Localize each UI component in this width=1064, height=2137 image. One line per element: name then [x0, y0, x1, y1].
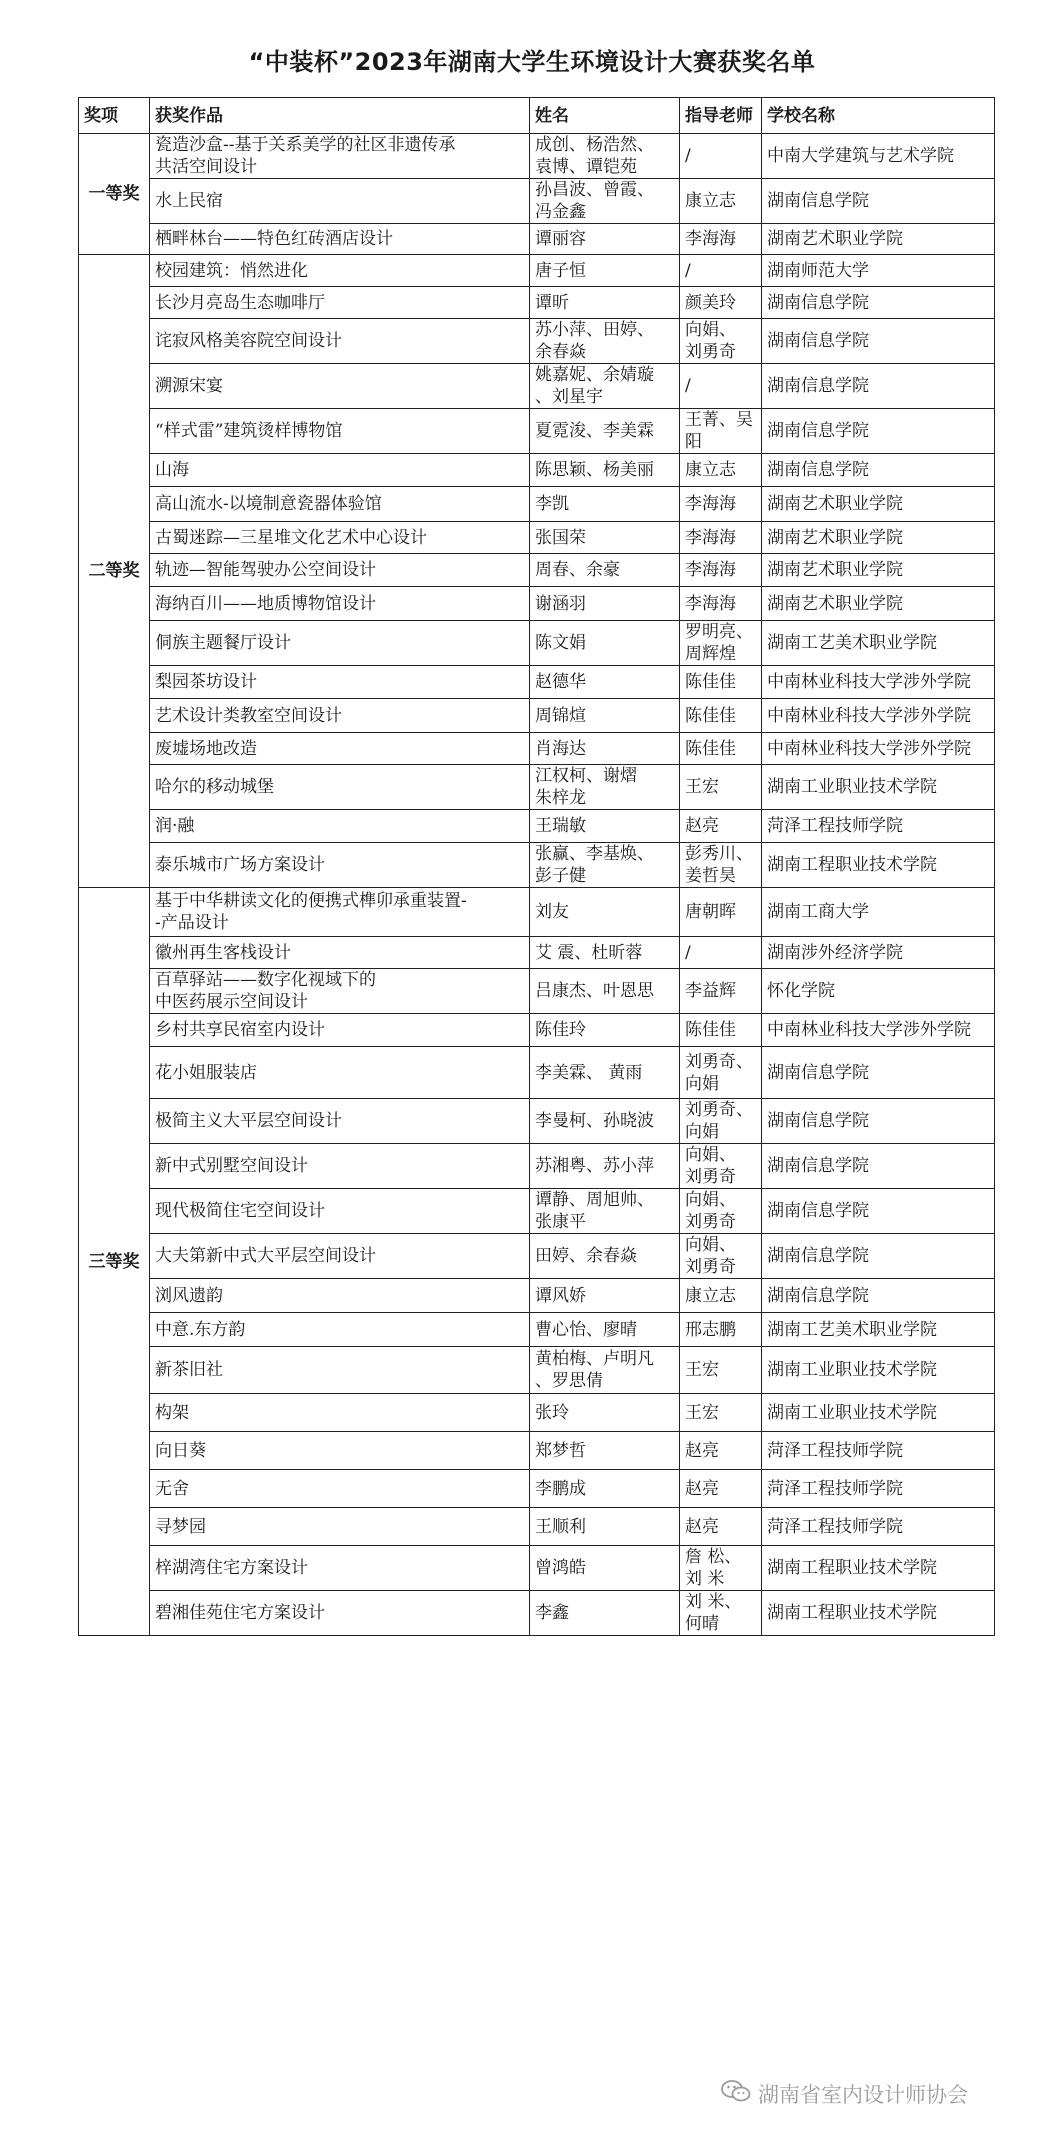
- work-title: 基于中华耕读文化的便携式榫卯承重装置- -产品设计: [150, 888, 530, 937]
- school-name: 湖南工业职业技术学院: [762, 1394, 995, 1432]
- award-level: 一等奖: [79, 134, 150, 255]
- table-row: [79, 1347, 995, 1394]
- advisor-names: 赵亮: [680, 1432, 762, 1470]
- work-title: 碧湘佳苑住宅方案设计: [150, 1591, 530, 1636]
- advisor-names: /: [680, 134, 762, 179]
- school-name: 中南大学建筑与艺术学院: [762, 134, 995, 179]
- advisor-names: 王菁、吴 阳: [680, 409, 762, 454]
- advisor-names: 向娟、 刘勇奇: [680, 1144, 762, 1189]
- table-row: [79, 364, 995, 409]
- work-title: 百草驿站——数字化视域下的 中医药展示空间设计: [150, 969, 530, 1014]
- school-name: 湖南艺术职业学院: [762, 554, 995, 587]
- student-names: 曹心怡、廖晴: [530, 1313, 680, 1347]
- student-names: 成创、杨浩然、 袁博、谭铠苑: [530, 134, 680, 179]
- work-title: 山海: [150, 454, 530, 487]
- work-title: 废墟场地改造: [150, 733, 530, 765]
- student-names: 谭风娇: [530, 1279, 680, 1313]
- work-title: 海纳百川——地质博物馆设计: [150, 587, 530, 621]
- table-row: [79, 810, 995, 843]
- table-row: [79, 699, 995, 733]
- table-row: [79, 666, 995, 699]
- student-names: 王顺利: [530, 1508, 680, 1546]
- work-title: 高山流水-以境制意瓷器体验馆: [150, 487, 530, 522]
- student-names: 江权柯、谢熠 朱梓龙: [530, 765, 680, 810]
- table-row: [79, 1144, 995, 1189]
- work-title: 新茶旧社: [150, 1347, 530, 1394]
- school-name: 湖南信息学院: [762, 287, 995, 319]
- table-row: [79, 1279, 995, 1313]
- work-title: 寻梦园: [150, 1508, 530, 1546]
- table-row: [79, 255, 995, 287]
- table-row: [79, 765, 995, 810]
- student-names: 陈文娟: [530, 621, 680, 666]
- advisor-names: 刘勇奇、 向娟: [680, 1099, 762, 1144]
- work-title: 中意.东方韵: [150, 1313, 530, 1347]
- school-name: 湖南信息学院: [762, 179, 995, 224]
- student-names: 谭昕: [530, 287, 680, 319]
- advisor-names: 康立志: [680, 454, 762, 487]
- work-title: 古蜀迷踪—三星堆文化艺术中心设计: [150, 522, 530, 554]
- advisor-names: 李海海: [680, 554, 762, 587]
- school-name: 湖南工艺美术职业学院: [762, 621, 995, 666]
- advisor-names: 赵亮: [680, 1470, 762, 1508]
- table-row: [79, 1432, 995, 1470]
- advisor-names: 彭秀川、 姜哲昊: [680, 843, 762, 888]
- school-name: 怀化学院: [762, 969, 995, 1014]
- student-names: 张玲: [530, 1394, 680, 1432]
- student-names: 王瑞敏: [530, 810, 680, 843]
- table-row: [79, 1047, 995, 1099]
- advisor-names: /: [680, 937, 762, 969]
- advisor-names: 李益辉: [680, 969, 762, 1014]
- student-names: 谭丽容: [530, 224, 680, 255]
- work-title: 瓷造沙盒--基于关系美学的社区非遗传承 共活空间设计: [150, 134, 530, 179]
- table-row: [79, 888, 995, 937]
- table-row: [79, 409, 995, 454]
- advisor-names: 王宏: [680, 1347, 762, 1394]
- table-row: [79, 1313, 995, 1347]
- advisor-names: 赵亮: [680, 810, 762, 843]
- advisor-names: 康立志: [680, 1279, 762, 1313]
- student-names: 曾鸿皓: [530, 1546, 680, 1591]
- student-names: 谢涵羽: [530, 587, 680, 621]
- school-name: 湖南艺术职业学院: [762, 522, 995, 554]
- table-row: [79, 1234, 995, 1279]
- advisor-names: 李海海: [680, 522, 762, 554]
- advisor-names: 罗明亮、 周辉煌: [680, 621, 762, 666]
- work-title: 诧寂风格美容院空间设计: [150, 319, 530, 364]
- student-names: 李鹏成: [530, 1470, 680, 1508]
- work-title: 梓湖湾住宅方案设计: [150, 1546, 530, 1591]
- school-name: 中南林业科技大学涉外学院: [762, 666, 995, 699]
- advisor-names: 陈佳佳: [680, 666, 762, 699]
- advisor-names: 陈佳佳: [680, 1014, 762, 1047]
- table-row: [79, 287, 995, 319]
- work-title: 新中式别墅空间设计: [150, 1144, 530, 1189]
- advisor-names: 王宏: [680, 1394, 762, 1432]
- advisor-names: /: [680, 364, 762, 409]
- table-row: [79, 1099, 995, 1144]
- table-row: [79, 937, 995, 969]
- work-title: 栖畔林台——特色红砖酒店设计: [150, 224, 530, 255]
- table-row: [79, 319, 995, 364]
- student-names: 陈思颖、杨美丽: [530, 454, 680, 487]
- student-names: 郑梦哲: [530, 1432, 680, 1470]
- work-title: 轨迹—智能驾驶办公空间设计: [150, 554, 530, 587]
- table-row: [79, 522, 995, 554]
- table-row: [79, 224, 995, 255]
- school-name: 湖南艺术职业学院: [762, 587, 995, 621]
- school-name: 湖南信息学院: [762, 364, 995, 409]
- work-title: 润·融: [150, 810, 530, 843]
- advisor-names: 向娟、 刘勇奇: [680, 319, 762, 364]
- student-names: 孙昌波、曾霞、 冯金鑫: [530, 179, 680, 224]
- advisor-names: 刘勇奇、 向娟: [680, 1047, 762, 1099]
- table-row: [79, 843, 995, 888]
- school-name: 湖南艺术职业学院: [762, 224, 995, 255]
- table-row: [79, 487, 995, 522]
- school-name: 湖南信息学院: [762, 1234, 995, 1279]
- table-row: [79, 969, 995, 1014]
- school-name: 湖南工程职业技术学院: [762, 1546, 995, 1591]
- advisor-names: 陈佳佳: [680, 733, 762, 765]
- school-name: 湖南信息学院: [762, 1047, 995, 1099]
- wechat-icon: [720, 2078, 752, 2109]
- table-row: [79, 179, 995, 224]
- student-names: 李鑫: [530, 1591, 680, 1636]
- work-title: 大夫第新中式大平层空间设计: [150, 1234, 530, 1279]
- work-title: 侗族主题餐厅设计: [150, 621, 530, 666]
- work-title: 哈尔的移动城堡: [150, 765, 530, 810]
- award-level: 二等奖: [79, 255, 150, 888]
- student-names: 苏小萍、田婷、 余春焱: [530, 319, 680, 364]
- table-row: [79, 587, 995, 621]
- award-level: 三等奖: [79, 888, 150, 1636]
- school-name: 湖南艺术职业学院: [762, 487, 995, 522]
- student-names: 周锦煊: [530, 699, 680, 733]
- student-names: 张赢、李基焕、 彭子健: [530, 843, 680, 888]
- work-title: 现代极简住宅空间设计: [150, 1189, 530, 1234]
- student-names: 赵德华: [530, 666, 680, 699]
- school-name: 中南林业科技大学涉外学院: [762, 733, 995, 765]
- table-row: [79, 1014, 995, 1047]
- table-row: [79, 1546, 995, 1591]
- student-names: 陈佳玲: [530, 1014, 680, 1047]
- work-title: 长沙月亮岛生态咖啡厅: [150, 287, 530, 319]
- student-names: 刘友: [530, 888, 680, 937]
- student-names: 黄柏梅、卢明凡 、罗思倩: [530, 1347, 680, 1394]
- school-name: 湖南信息学院: [762, 1279, 995, 1313]
- table-row: [79, 1591, 995, 1636]
- work-title: “样式雷”建筑烫样博物馆: [150, 409, 530, 454]
- work-title: 无舍: [150, 1470, 530, 1508]
- work-title: 梨园茶坊设计: [150, 666, 530, 699]
- work-title: 校园建筑：悄然进化: [150, 255, 530, 287]
- advisor-names: 赵亮: [680, 1508, 762, 1546]
- school-name: 湖南工程职业技术学院: [762, 1591, 995, 1636]
- school-name: 湖南师范大学: [762, 255, 995, 287]
- school-name: 湖南工程职业技术学院: [762, 843, 995, 888]
- advisor-names: 康立志: [680, 179, 762, 224]
- table-row: [79, 1394, 995, 1432]
- school-name: 湖南信息学院: [762, 409, 995, 454]
- student-names: 夏霓浚、李美霖: [530, 409, 680, 454]
- student-names: 张国荣: [530, 522, 680, 554]
- school-name: 菏泽工程技师学院: [762, 810, 995, 843]
- table-row: [79, 554, 995, 587]
- advisor-names: 向娟、 刘勇奇: [680, 1189, 762, 1234]
- school-name: 菏泽工程技师学院: [762, 1432, 995, 1470]
- student-names: 田婷、余春焱: [530, 1234, 680, 1279]
- student-names: 谭静、周旭帅、 张康平: [530, 1189, 680, 1234]
- awards-table: [78, 97, 995, 1636]
- advisor-names: 陈佳佳: [680, 699, 762, 733]
- school-name: 湖南工业职业技术学院: [762, 765, 995, 810]
- header-school: 学校名称: [762, 98, 995, 134]
- advisor-names: 王宏: [680, 765, 762, 810]
- table-header-row: [79, 98, 995, 134]
- advisor-names: 唐朝晖: [680, 888, 762, 937]
- header-advisor: 指导老师: [680, 98, 762, 134]
- student-names: 苏湘粤、苏小萍: [530, 1144, 680, 1189]
- school-name: 湖南工业职业技术学院: [762, 1347, 995, 1394]
- school-name: 湖南涉外经济学院: [762, 937, 995, 969]
- school-name: 湖南信息学院: [762, 1144, 995, 1189]
- advisor-names: 邢志鹏: [680, 1313, 762, 1347]
- student-names: 李凯: [530, 487, 680, 522]
- advisor-names: 刘 米、 何晴: [680, 1591, 762, 1636]
- table-row: [79, 1189, 995, 1234]
- school-name: 中南林业科技大学涉外学院: [762, 699, 995, 733]
- table-row: [79, 454, 995, 487]
- watermark: [720, 2078, 968, 2109]
- table-row: [79, 733, 995, 765]
- table-row: [79, 1508, 995, 1546]
- student-names: 姚嘉妮、余婧璇 、刘星宇: [530, 364, 680, 409]
- watermark-text: 湖南省室内设计师协会: [758, 2082, 968, 2107]
- advisor-names: /: [680, 255, 762, 287]
- header-level: 奖项: [79, 98, 150, 134]
- school-name: 湖南工艺美术职业学院: [762, 1313, 995, 1347]
- student-names: 李美霖、 黄雨: [530, 1047, 680, 1099]
- work-title: 花小姐服装店: [150, 1047, 530, 1099]
- work-title: 水上民宿: [150, 179, 530, 224]
- table-row: [79, 1470, 995, 1508]
- school-name: 中南林业科技大学涉外学院: [762, 1014, 995, 1047]
- student-names: 肖海达: [530, 733, 680, 765]
- page-title: “中装杯”2023年湖南大学生环境设计大赛获奖名单: [248, 48, 816, 76]
- table-row: [79, 621, 995, 666]
- student-names: 吕康杰、叶恩思: [530, 969, 680, 1014]
- advisor-names: 李海海: [680, 224, 762, 255]
- student-names: 周春、余豪: [530, 554, 680, 587]
- work-title: 泰乐城市广场方案设计: [150, 843, 530, 888]
- work-title: 艺术设计类教室空间设计: [150, 699, 530, 733]
- table-body: [79, 134, 995, 1636]
- school-name: 菏泽工程技师学院: [762, 1508, 995, 1546]
- header-work: 获奖作品: [150, 98, 530, 134]
- student-names: 艾 震、杜昕蓉: [530, 937, 680, 969]
- advisor-names: 颜美玲: [680, 287, 762, 319]
- school-name: 湖南信息学院: [762, 1189, 995, 1234]
- advisor-names: 李海海: [680, 487, 762, 522]
- student-names: 唐子恒: [530, 255, 680, 287]
- work-title: 构架: [150, 1394, 530, 1432]
- header-names: 姓名: [530, 98, 680, 134]
- work-title: 溯源宋宴: [150, 364, 530, 409]
- work-title: 极简主义大平层空间设计: [150, 1099, 530, 1144]
- school-name: 湖南信息学院: [762, 1099, 995, 1144]
- advisor-names: 向娟、 刘勇奇: [680, 1234, 762, 1279]
- work-title: 向日葵: [150, 1432, 530, 1470]
- school-name: 菏泽工程技师学院: [762, 1470, 995, 1508]
- advisor-names: 李海海: [680, 587, 762, 621]
- student-names: 李曼柯、孙晓波: [530, 1099, 680, 1144]
- school-name: 湖南信息学院: [762, 319, 995, 364]
- work-title: 乡村共享民宿室内设计: [150, 1014, 530, 1047]
- school-name: 湖南信息学院: [762, 454, 995, 487]
- table-row: [79, 134, 995, 179]
- advisor-names: 詹 松、 刘 米: [680, 1546, 762, 1591]
- work-title: 徽州再生客栈设计: [150, 937, 530, 969]
- work-title: 浏风遗韵: [150, 1279, 530, 1313]
- school-name: 湖南工商大学: [762, 888, 995, 937]
